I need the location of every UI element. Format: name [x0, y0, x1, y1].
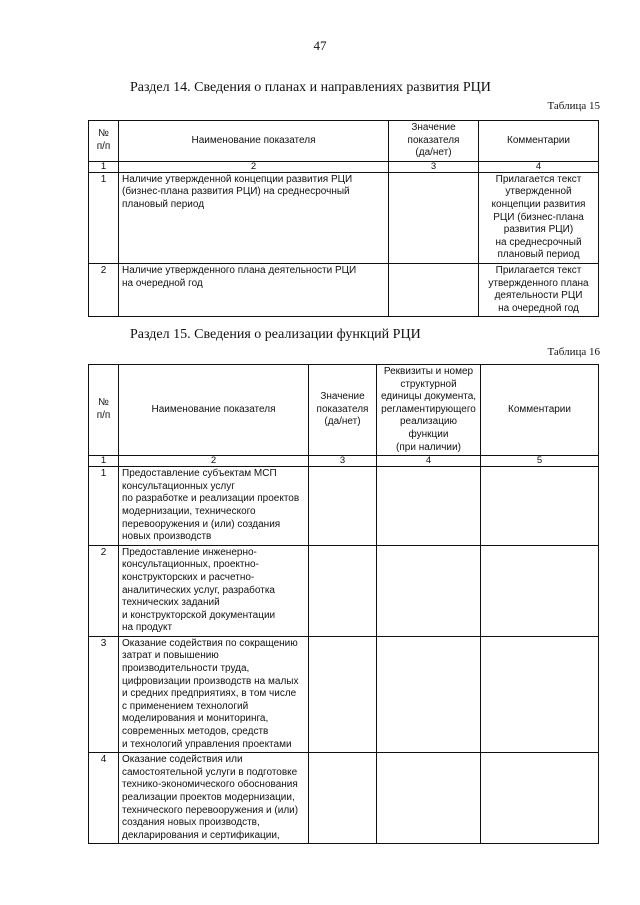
row-value	[309, 636, 377, 752]
table-row	[89, 263, 599, 316]
row-num: 1	[89, 172, 119, 263]
col-number: 2	[119, 456, 309, 467]
row-num: 4	[89, 753, 119, 844]
row-name: Наличие утвержденного плана деятельности РЦИ на очередной год	[119, 263, 389, 316]
page-number: 47	[313, 38, 327, 53]
row-comment	[481, 636, 599, 752]
table-row	[89, 753, 599, 844]
table-row	[89, 545, 599, 636]
section-14-title: Раздел 14. Сведения о планах и направлениях развития РЦИ	[130, 80, 491, 95]
col-number: 4	[377, 456, 481, 467]
section-15-title: Раздел 15. Сведения о реализации функций РЦИ	[130, 327, 421, 342]
header-comment: Комментарии	[479, 121, 599, 162]
table-row	[89, 467, 599, 546]
col-number: 3	[309, 456, 377, 467]
col-number: 5	[481, 456, 599, 467]
row-comment: Прилагается текст утвержденного плана деятельности РЦИ на очередной год	[479, 263, 599, 316]
header-comment: Комментарии	[481, 365, 599, 456]
header-name: Наименование показателя	[119, 121, 389, 162]
row-value	[309, 467, 377, 546]
row-requisites	[377, 467, 481, 546]
table-15-label: Таблица 15	[547, 100, 600, 112]
row-value	[309, 753, 377, 844]
row-requisites	[377, 636, 481, 752]
col-number: 3	[389, 161, 479, 172]
header-num: № п/п	[89, 365, 119, 456]
col-number: 4	[479, 161, 599, 172]
row-num: 3	[89, 636, 119, 752]
table-row	[89, 172, 599, 263]
row-comment: Прилагается текст утвержденной концепции развития РЦИ (бизнес-плана развития РЦИ) на среднесрочный плановый период	[479, 172, 599, 263]
row-value	[389, 263, 479, 316]
col-number: 2	[119, 161, 389, 172]
table-16-label: Таблица 16	[547, 346, 600, 358]
row-comment	[481, 753, 599, 844]
row-name: Предоставление субъектам МСП консультационных услуг по разработке и реализации проектов модернизации, технического перевооружения и (или) создания новых производств	[119, 467, 309, 546]
row-requisites	[377, 545, 481, 636]
row-num: 1	[89, 467, 119, 546]
row-num: 2	[89, 545, 119, 636]
col-number: 1	[89, 161, 119, 172]
row-requisites	[377, 753, 481, 844]
row-value	[389, 172, 479, 263]
col-number: 1	[89, 456, 119, 467]
header-num: № п/п	[89, 121, 119, 162]
table-16	[88, 364, 599, 844]
row-name: Оказание содействия или самостоятельной услуги в подготовке технико-экономического обоснования реализации проектов модернизации, технического перевооружения и (или) создания новых производств, декларирования и сертификации,	[119, 753, 309, 844]
table-15-column-numbers	[89, 161, 599, 172]
row-name: Предоставление инженерно- консультационных, проектно- конструкторских и расчетно- аналитических услуг, разработка технических заданий и конструкторской документации на продукт	[119, 545, 309, 636]
table-15	[88, 120, 599, 317]
row-name: Наличие утвержденной концепции развития РЦИ (бизнес-плана развития РЦИ) на среднесрочный плановый период	[119, 172, 389, 263]
header-value: Значение показателя (да/нет)	[389, 121, 479, 162]
row-comment	[481, 545, 599, 636]
row-comment	[481, 467, 599, 546]
header-requisites: Реквизиты и номер структурной единицы документа, регламентирующего реализацию функции (при наличии)	[377, 365, 481, 456]
table-row	[89, 636, 599, 752]
row-num: 2	[89, 263, 119, 316]
table-16-header-row	[89, 365, 599, 456]
header-name: Наименование показателя	[119, 365, 309, 456]
header-value: Значение показателя (да/нет)	[309, 365, 377, 456]
row-name: Оказание содействия по сокращению затрат и повышению производительности труда, цифровизации производств на малых и средних предприятиях, в том числе с применением технологий моделирования и мониторинга, современных методов, средств и технологий управления проектами	[119, 636, 309, 752]
table-16-column-numbers	[89, 456, 599, 467]
table-15-header-row	[89, 121, 599, 162]
row-value	[309, 545, 377, 636]
